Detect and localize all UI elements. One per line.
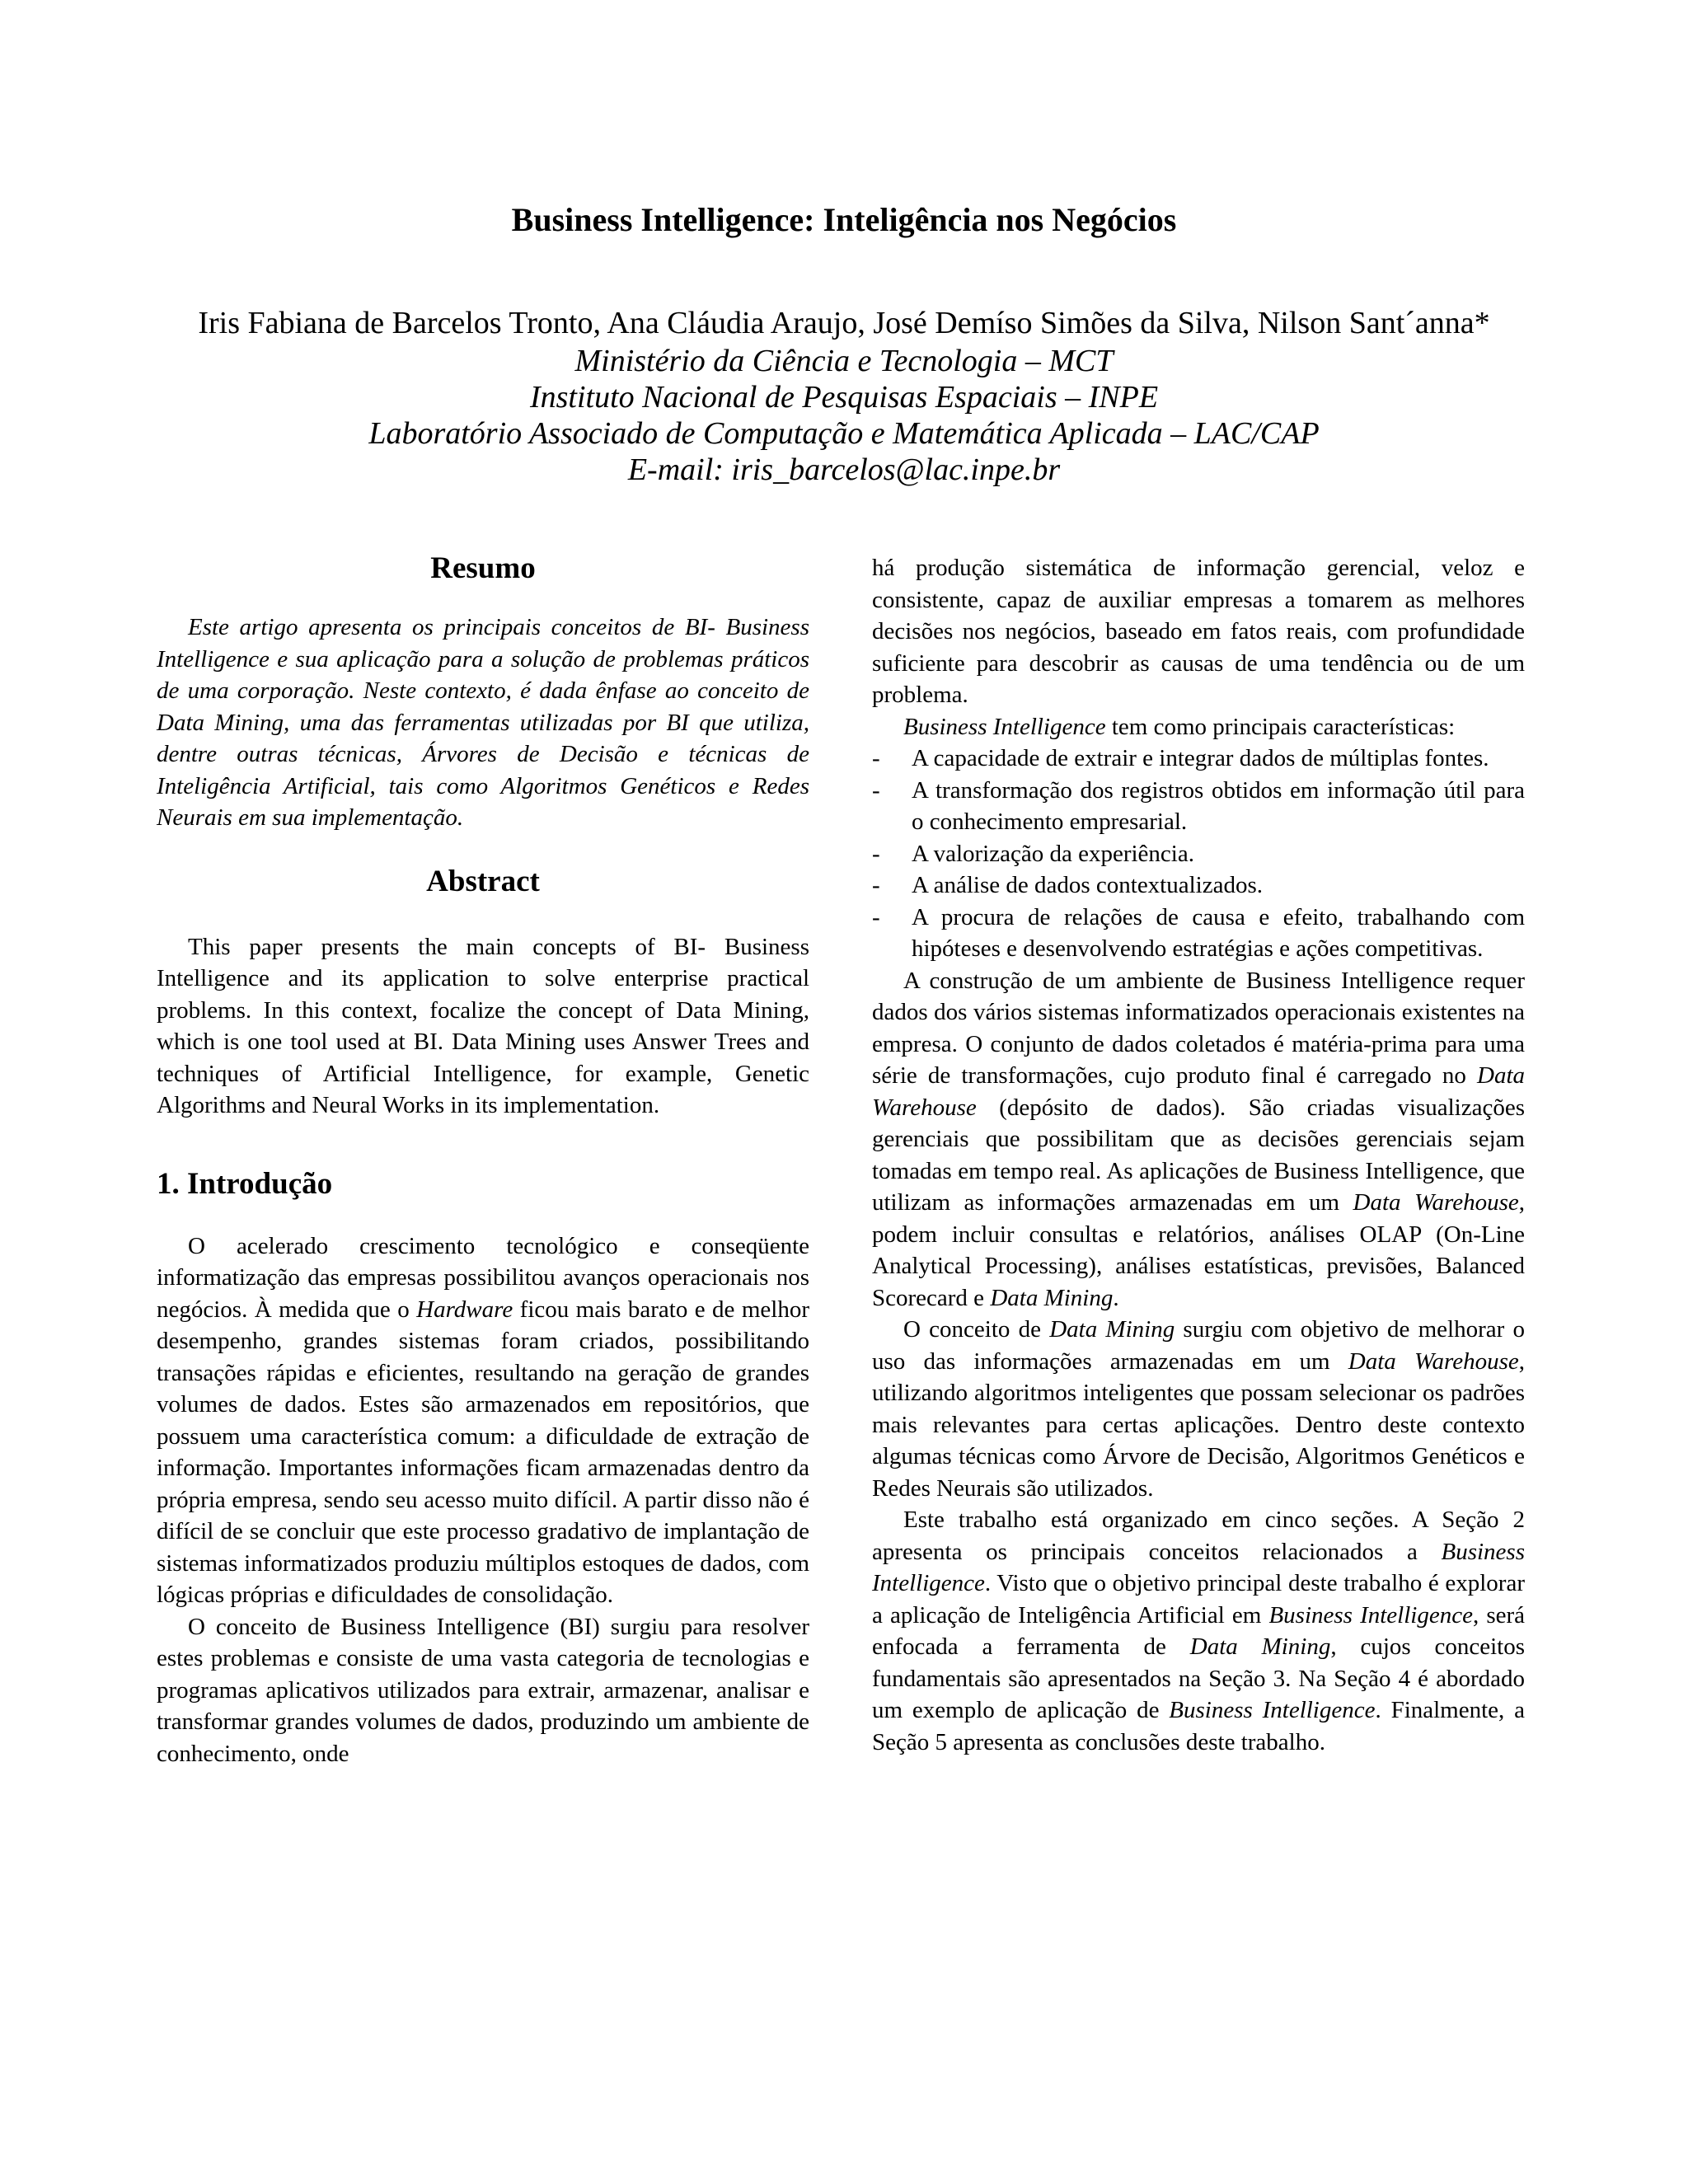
intro-heading: 1. Introdução [157, 1166, 333, 1201]
intro-paragraph-5: Este trabalho está organizado em cinco seções. A Seção 2 apresenta os principais conceitos relacionados a Business Intelligence. Visto que o objetivo principal deste trabalho é explorar a aplicação de Inteligência Artificial em Business Intelligence, será enfocada a ferramenta de Data Mining, cujos conceitos fundamentais são apresentados na Seção 3. Na Seção 4 é abordado um exemplo de aplicação de Business Intelligence. Finalmente, a Seção 5 apresenta as conclusões deste trabalho. [872, 1507, 1526, 1755]
intro-paragraph-2: O conceito de Business Intelligence (BI) surgiu para resolver estes problemas e consiste de uma vasta categoria de tecnologias e programas aplicativos utilizados para extrair, armazenar, analisar e transformar grandes volumes de dados, produzindo um ambiente de conhecimento, onde [157, 1613, 809, 1767]
features-intro: Business Intelligence tem como principais características: [903, 713, 1456, 740]
intro-paragraph-3: A construção de um ambiente de Business Intelligence requer dados dos vários sistemas informatizados operacionais existentes na empresa. O conjunto de dados coletados é matéria-prima para uma série de transformações, cujo produto final é carregado no Data Warehouse (depósito de dados). São criadas visualizações gerenciais que possibilitam que as decisões gerenciais sejam tomadas em tempo real. As aplicações de Business Intelligence, que utilizam as informações armazenadas em um Data Warehouse, podem incluir consultas e relatórios, análises OLAP (On-Line Analytical Processing), análises estatísticas, previsões, Balanced Scorecard e Data Mining. [872, 967, 1525, 1311]
intro-paragraph-1: O acelerado crescimento tecnológico e conseqüente informatização das empresas possibilitou avanços operacionais nos negócios. À medida que o Hardware ficou mais barato e de melhor desempenho, grandes sistemas foram criados, possibilitando transações rápidas e eficientes, resultando na geração de grandes volumes de dados. Estes são armazenados em repositórios, que possuem uma característica comum: a dificuldade de extração de informação. Importantes informações ficam armazenadas dentro da própria empresa, sendo seu acesso muito difícil. A partir disso não é difícil de se concluir que este processo gradativo de implantação de sistemas informatizados produziu múltiplos estoques de dados, com lógicas próprias e dificuldades de consolidação. [157, 1232, 810, 1608]
intro-paragraph-2-continued: há produção sistemática de informação gerencial, veloz e consistente, capaz de auxiliar empresas a tomarem as melhores decisões nos negócios, baseado em fatos reais, com profundidade suficiente para descobrir as causas de uma tendência ou de um problema. [872, 555, 1525, 708]
affiliation-ministry: Ministério da Ciência e Tecnologia – MCT [574, 344, 1114, 378]
affiliations [0, 343, 1688, 488]
list-item: - A transformação dos registros obtidos em informação útil para o conhecimento empresarial. [872, 776, 1525, 835]
author-email: E-mail: iris_barcelos@lac.inpe.br [627, 452, 1061, 487]
right-column [872, 552, 1525, 1758]
resumo-heading: Resumo [430, 551, 536, 585]
affiliation-inpe: Instituto Nacional de Pesquisas Espaciais – INPE [529, 380, 1159, 415]
paper-title: Business Intelligence: Inteligência nos Negócios [511, 201, 1177, 238]
intro-paragraph-4: O conceito de Data Mining surgiu com objetivo de melhorar o uso das informações armazenadas em um Data Warehouse, utilizando algoritmos inteligentes que possam selecionar os padrões mais relevantes para certas aplicações. Dentro deste contexto algumas técnicas como Árvore de Decisão, Algoritmos Genéticos e Redes Neurais são utilizados. [872, 1316, 1525, 1502]
abstract-paragraph: This paper presents the main concepts of BI- Business Intelligence and its application to solve enterprise practical problems. In this context, focalize the concept of Data Mining, which is one tool used at BI. Data Mining uses Answer Trees and techniques of Artificial Intelligence, for example, Genetic Algorithms and Neural Works in its implementation. [157, 933, 809, 1118]
abstract-heading: Abstract [426, 864, 540, 898]
features-list [872, 743, 1525, 965]
list-item: - A análise de dados contextualizados. [872, 872, 1264, 898]
left-column [157, 551, 809, 1769]
resumo-paragraph: Este artigo apresenta os principais conceitos de BI- Business Intelligence e sua aplicação para a solução de problemas práticos de uma corporação. Neste contexto, é dada ênfase ao conceito de Data Mining, uma das ferramentas utilizadas por BI que utiliza, dentre outras técnicas, Árvores de Decisão e técnicas de Inteligência Artificial, tais como Algoritmos Genéticos e Redes Neurais em sua implementação. [157, 614, 809, 831]
author-list: Iris Fabiana de Barcelos Tronto, Ana Cláudia Araujo, José Demíso Simões da Silva, Nilson Sant´anna* [198, 306, 1490, 340]
list-item: - A capacidade de extrair e integrar dados de múltiplas fontes. [872, 745, 1489, 771]
affiliation-lac: Laboratório Associado de Computação e Matemática Aplicada – LAC/CAP [368, 416, 1320, 451]
list-item: - A procura de relações de causa e efeito, trabalhando com hipóteses e desenvolvendo estratégias e ações competitivas. [872, 903, 1525, 962]
list-item: - A valorização da experiência. [872, 840, 1194, 867]
